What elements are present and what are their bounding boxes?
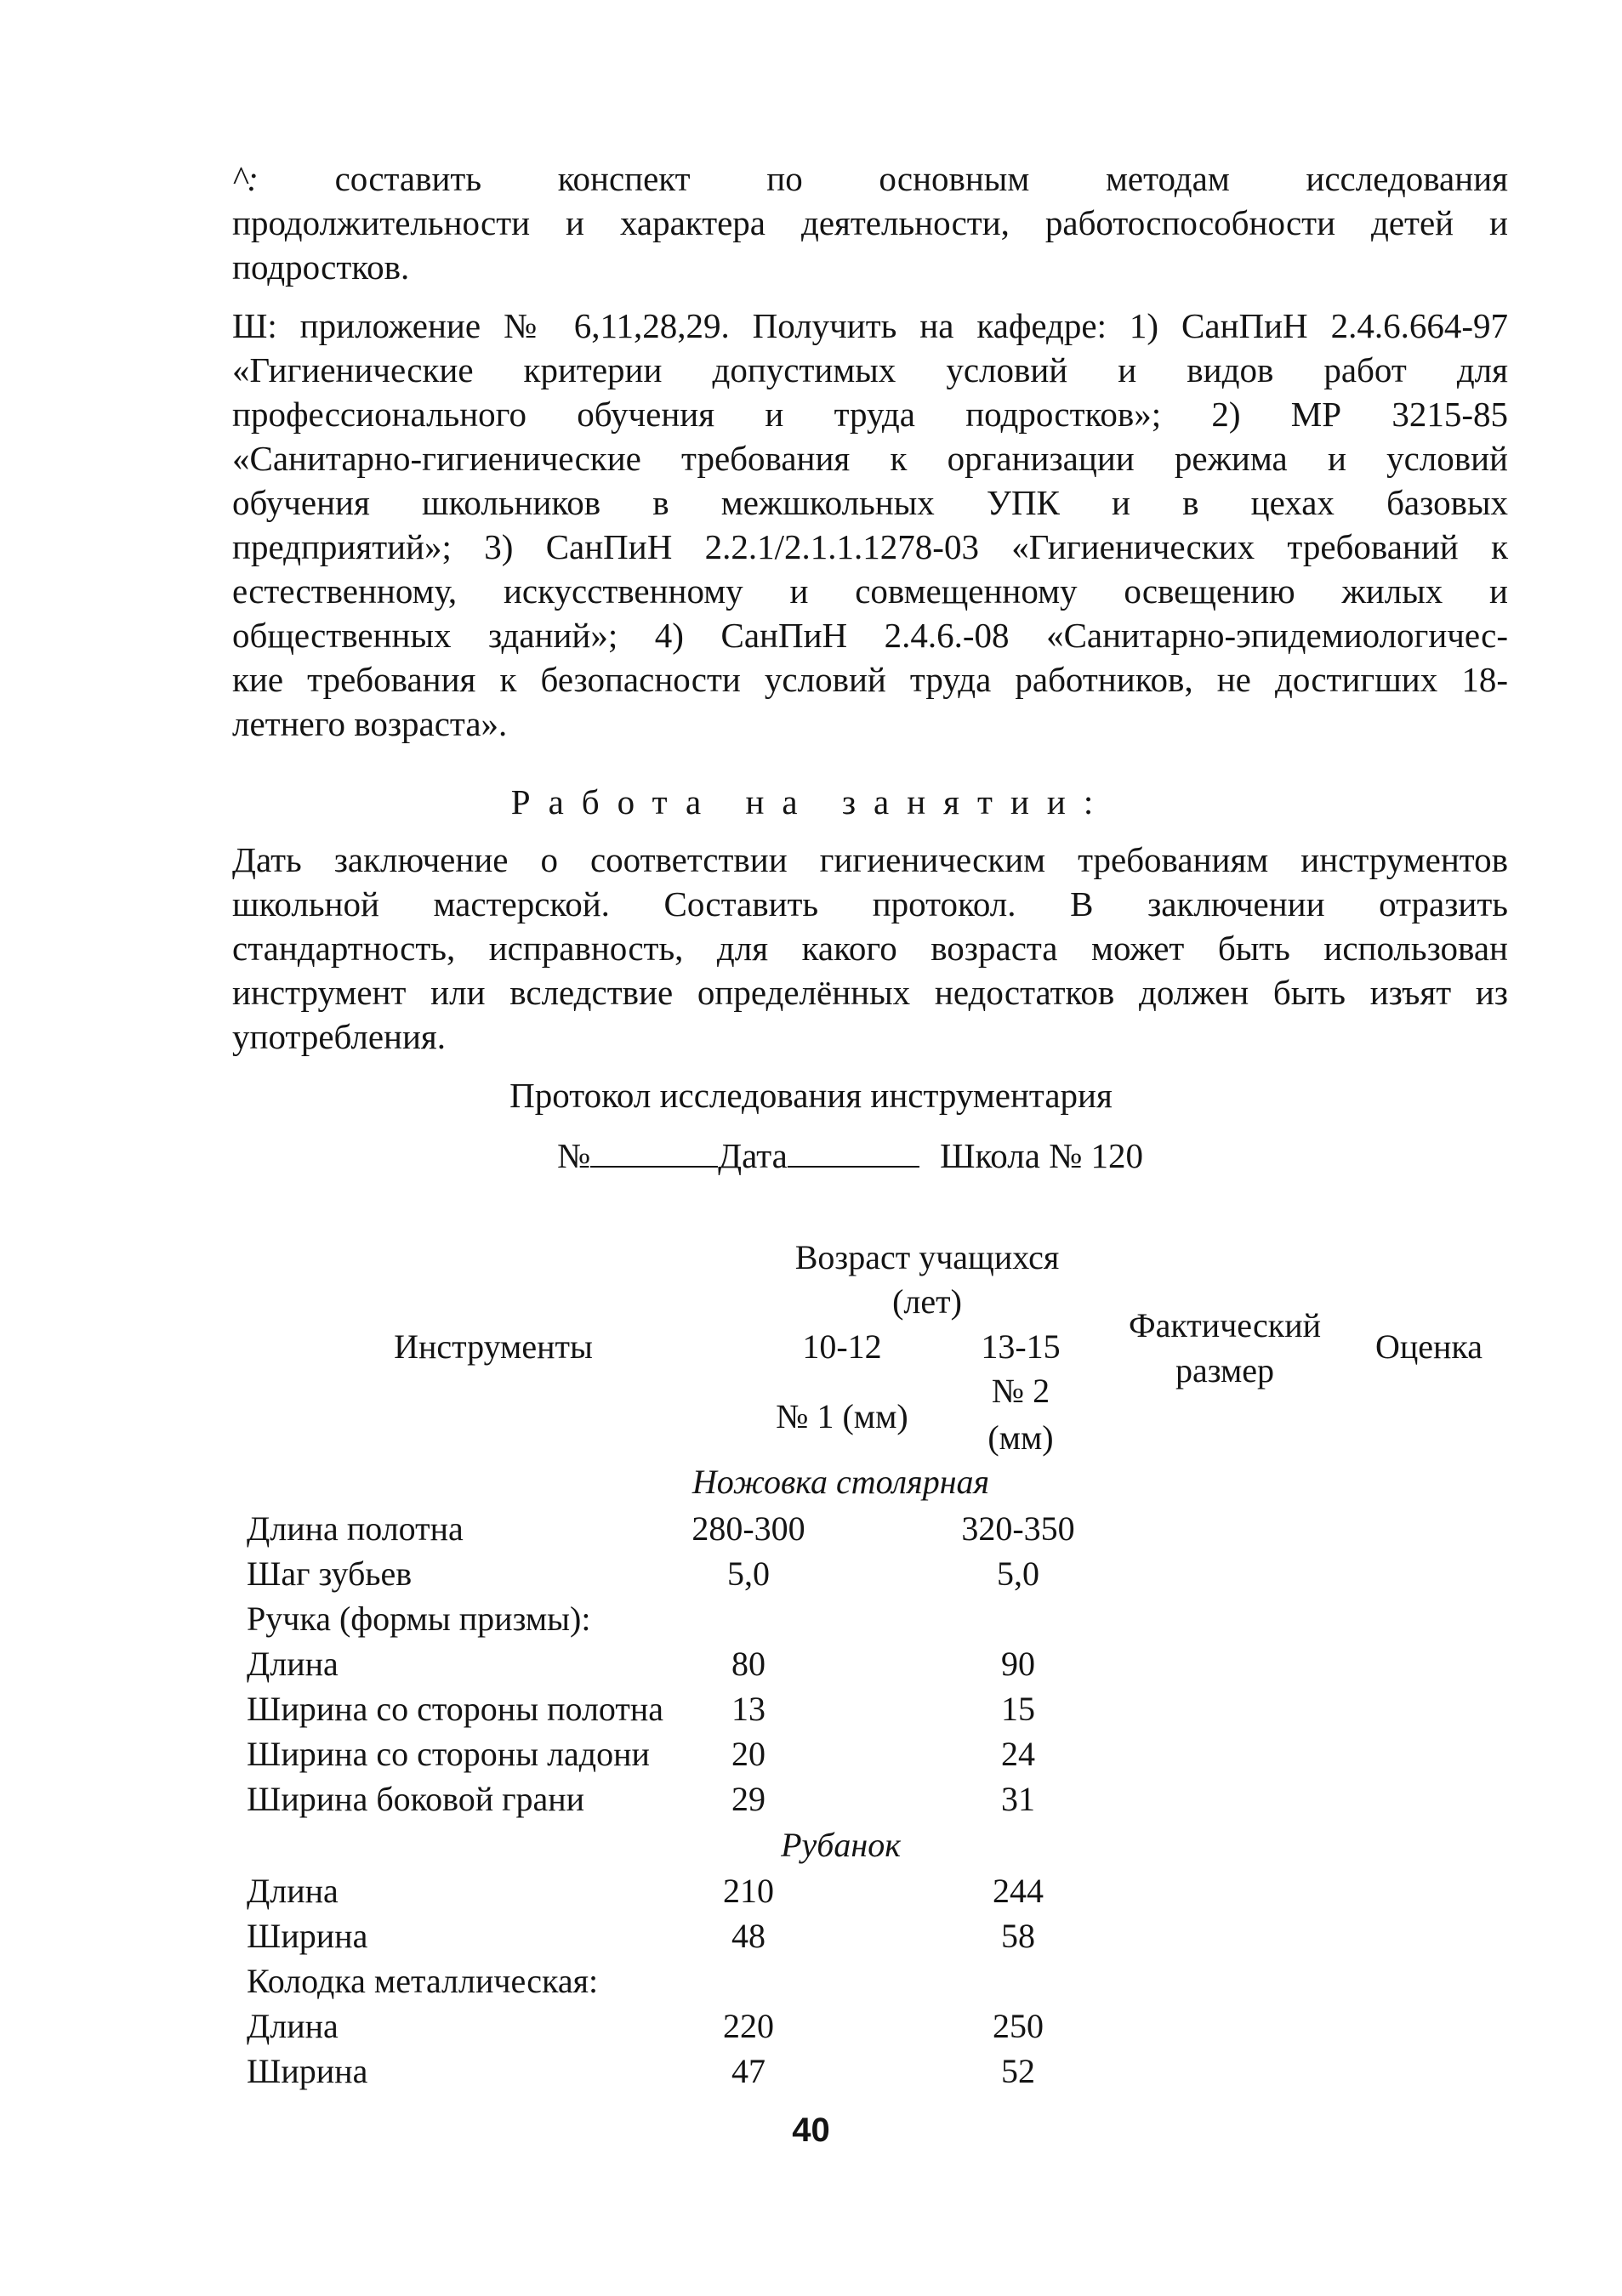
table-row (247, 1642, 1097, 1686)
row-label: Длина (247, 1872, 339, 1910)
text-line: «Гигиенические критерии допустимых условий и видов работ для (232, 350, 1508, 389)
literature-paragraph (232, 304, 1508, 746)
row-value-age-13-15: 250 (993, 2007, 1044, 2045)
table-row (247, 1869, 1097, 1913)
row-value-age-13-15: 58 (1001, 1917, 1035, 1955)
header-actual-line2: размер (1175, 1351, 1275, 1390)
section-title: Рубанок (781, 1826, 901, 1864)
text-line: кие требования к безопасности условий труда работников, не достигших 18- (232, 660, 1508, 699)
header-age-line2: (лет) (892, 1282, 962, 1321)
protocol-number-blank (590, 1135, 718, 1168)
protocol-title: Протокол исследования инструментария (509, 1076, 1113, 1115)
row-label: Ручка (формы призмы): (247, 1600, 591, 1638)
table-row (247, 1732, 1097, 1776)
text-line: продолжительности и характера деятельности, работоспособности детей и (232, 203, 1508, 242)
protocol-meta-line (557, 1134, 1143, 1178)
row-value-age-13-15: 90 (1001, 1645, 1035, 1683)
task-word: составить (334, 159, 482, 198)
row-label: Ширина со стороны полотна (247, 1690, 664, 1728)
header-age-13-15: 13-15 (981, 1327, 1061, 1366)
header-age-line1: Возраст учащихся (794, 1238, 1060, 1276)
row-value-age-10-12: 20 (731, 1735, 765, 1773)
row-value-age-10-12: 220 (723, 2007, 774, 2045)
row-label: Ширина боковой грани (247, 1780, 585, 1818)
row-value-age-13-15: 320-350 (961, 1509, 1075, 1548)
text-line: подростков. (232, 247, 410, 287)
row-value-age-10-12: 29 (731, 1780, 765, 1818)
header-instruments: Инструменты (394, 1327, 593, 1366)
text-line: инструмент или вследствие определённых недостатков должен быть изъят из (232, 973, 1508, 1012)
row-label: Колодка металлическая: (247, 1962, 599, 2000)
task-word: по (766, 159, 803, 198)
row-value-age-13-15: 5,0 (997, 1554, 1039, 1593)
task-word: основным (879, 159, 1030, 198)
text-line: «Санитарно-гигиенические требования к организации режима и условий (232, 439, 1508, 478)
row-value-age-10-12: 280-300 (691, 1509, 805, 1548)
row-value-age-10-12: 48 (731, 1917, 765, 1955)
row-value-age-13-15: 244 (993, 1872, 1044, 1910)
task-word: исследования (1306, 159, 1508, 198)
table-row (247, 1552, 1097, 1596)
row-value-age-10-12: 210 (723, 1872, 774, 1910)
header-age-10-12: 10-12 (802, 1327, 882, 1366)
table-row (247, 1507, 1097, 1551)
text-line: школьной мастерской. Составить протокол. В заключении отразить (232, 884, 1508, 924)
row-label: Ширина (247, 1917, 368, 1955)
text-line: профессионального обучения и труда подростков»; 2) МР 3215-85 (232, 395, 1508, 434)
task-first-line (232, 156, 1508, 201)
text-line: естественному, искусственному и совмещенному освещению жилых и (232, 571, 1508, 611)
row-value-age-13-15: 24 (1001, 1735, 1035, 1773)
text-line: обучения школьников в межшкольных УПК и в цехах базовых (232, 483, 1508, 522)
row-value-age-10-12: 13 (731, 1690, 765, 1728)
row-label: Длина (247, 2007, 339, 2045)
task-word: конспект (557, 159, 691, 198)
work-heading: Работа на занятии: (510, 782, 1112, 821)
section-title: Ножовка столярная (691, 1463, 990, 1501)
row-label: Шаг зубьев (247, 1554, 413, 1593)
text-line: Ш: приложение № 6,11,28,29. Получить на кафедре: 1) СанПиН 2.4.6.664-97 (232, 306, 1508, 345)
protocol-date-blank (788, 1135, 919, 1168)
table-row (247, 2049, 1097, 2094)
table-row (247, 1597, 1097, 1641)
assignment-paragraph (232, 838, 1508, 1059)
task-word: методам (1105, 159, 1230, 198)
header-col2-number: № 2 (991, 1372, 1050, 1410)
table-row (247, 1687, 1097, 1731)
row-value-age-10-12: 5,0 (727, 1554, 770, 1593)
header-actual-line1: Фактический (1128, 1306, 1321, 1344)
row-label: Длина полотна (247, 1509, 464, 1548)
row-value-age-10-12: 80 (731, 1645, 765, 1683)
row-value-age-10-12: 47 (731, 2052, 765, 2090)
protocol-school-label: Школа № 120 (940, 1136, 1144, 1175)
text-line: летнего возраста». (232, 704, 508, 743)
text-line: употребления. (232, 1017, 447, 1056)
protocol-date-label: Дата (718, 1136, 788, 1175)
text-line: общественных зданий»; 4) СанПиН 2.4.6.-08 «Санитарно-эпидемиологичес- (232, 616, 1508, 655)
table-row (247, 1959, 1097, 2003)
task-marker: ^: (232, 159, 259, 198)
row-label: Ширина со стороны ладони (247, 1735, 650, 1773)
page-number: 40 (792, 2111, 830, 2149)
header-col2-unit: (мм) (987, 1418, 1054, 1457)
text-line: стандартность, исправность, для какого возраста может быть использован (232, 929, 1508, 968)
table-row (247, 1914, 1097, 1958)
row-label: Ширина (247, 2052, 368, 2090)
row-value-age-13-15: 15 (1001, 1690, 1035, 1728)
row-label: Длина (247, 1645, 339, 1683)
protocol-number-label: № (557, 1136, 591, 1175)
text-line: предприятий»; 3) СанПиН 2.2.1/2.1.1.1278-03 «Гигиенических требований к (232, 527, 1508, 566)
row-value-age-13-15: 31 (1001, 1780, 1035, 1818)
table-row (247, 1777, 1097, 1821)
text-line: Дать заключение о соответствии гигиеническим требованиям инструментов (232, 840, 1508, 879)
task-paragraph (232, 201, 1508, 289)
row-value-age-13-15: 52 (1001, 2052, 1035, 2090)
table-row (247, 2004, 1097, 2049)
header-rating: Оценка (1374, 1327, 1483, 1366)
header-col1-unit: № 1 (мм) (776, 1397, 908, 1435)
